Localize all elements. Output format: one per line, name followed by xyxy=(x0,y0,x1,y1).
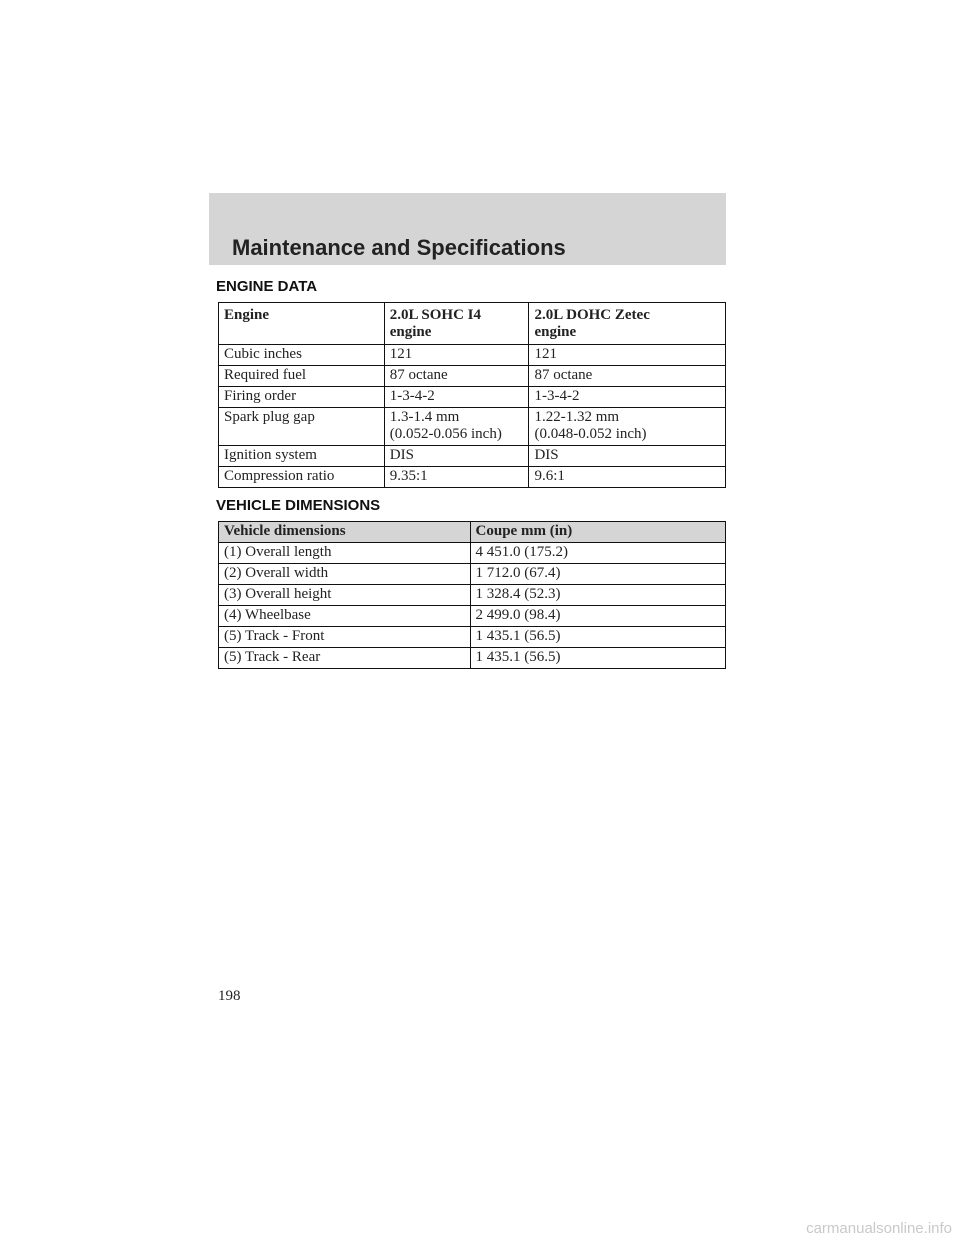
table-row xyxy=(219,564,726,585)
table-cell: 121 xyxy=(384,345,529,366)
table-cell: (3) Overall height xyxy=(219,585,471,606)
table-row xyxy=(219,585,726,606)
table-row xyxy=(219,543,726,564)
column-header: 2.0L SOHC I4 engine xyxy=(384,303,529,345)
column-header: Coupe mm (in) xyxy=(470,522,725,543)
table-cell: (5) Track - Front xyxy=(219,627,471,648)
table-row xyxy=(219,446,726,467)
table-row xyxy=(219,345,726,366)
table-cell: 1 712.0 (67.4) xyxy=(470,564,725,585)
table-header-row xyxy=(219,522,726,543)
section-title: Maintenance and Specifications xyxy=(232,235,566,260)
table-row xyxy=(219,648,726,669)
table-cell: (2) Overall width xyxy=(219,564,471,585)
table-row xyxy=(219,467,726,488)
engine-data-heading: ENGINE DATA xyxy=(216,278,318,295)
table-cell: 2 499.0 (98.4) xyxy=(470,606,725,627)
table-cell: Spark plug gap xyxy=(219,408,385,446)
table-row xyxy=(219,366,726,387)
table-cell: Required fuel xyxy=(219,366,385,387)
table-cell: 4 451.0 (175.2) xyxy=(470,543,725,564)
table-cell: 1 435.1 (56.5) xyxy=(470,627,725,648)
table-row xyxy=(219,627,726,648)
table-cell: Ignition system xyxy=(219,446,385,467)
column-header: 2.0L DOHC Zetec engine xyxy=(529,303,726,345)
table-cell: (5) Track - Rear xyxy=(219,648,471,669)
table-row xyxy=(219,408,726,446)
table-cell: DIS xyxy=(384,446,529,467)
column-header: Engine xyxy=(219,303,385,345)
table-row xyxy=(219,606,726,627)
table-cell: 87 octane xyxy=(529,366,726,387)
table-cell: 9.35:1 xyxy=(384,467,529,488)
table-cell: DIS xyxy=(529,446,726,467)
table-cell: Cubic inches xyxy=(219,345,385,366)
engine-data-table xyxy=(218,302,726,488)
table-cell: 1.22-1.32 mm (0.048-0.052 inch) xyxy=(529,408,726,446)
table-cell: 87 octane xyxy=(384,366,529,387)
vehicle-dimensions-heading: VEHICLE DIMENSIONS xyxy=(216,497,381,514)
vehicle-dimensions-table xyxy=(218,521,726,669)
table-cell: (4) Wheelbase xyxy=(219,606,471,627)
watermark-text: carmanualsonline.info xyxy=(806,1220,952,1237)
table-cell: 1-3-4-2 xyxy=(384,387,529,408)
table-cell: 1-3-4-2 xyxy=(529,387,726,408)
table-cell: Compression ratio xyxy=(219,467,385,488)
table-cell: 1 435.1 (56.5) xyxy=(470,648,725,669)
table-cell: 1.3-1.4 mm (0.052-0.056 inch) xyxy=(384,408,529,446)
table-row xyxy=(219,387,726,408)
column-header: Vehicle dimensions xyxy=(219,522,471,543)
table-cell: 1 328.4 (52.3) xyxy=(470,585,725,606)
table-header-row xyxy=(219,303,726,345)
table-cell: 9.6:1 xyxy=(529,467,726,488)
section-header-band xyxy=(209,193,726,265)
table-cell: Firing order xyxy=(219,387,385,408)
page-number: 198 xyxy=(218,988,241,1004)
table-cell: 121 xyxy=(529,345,726,366)
table-cell: (1) Overall length xyxy=(219,543,471,564)
